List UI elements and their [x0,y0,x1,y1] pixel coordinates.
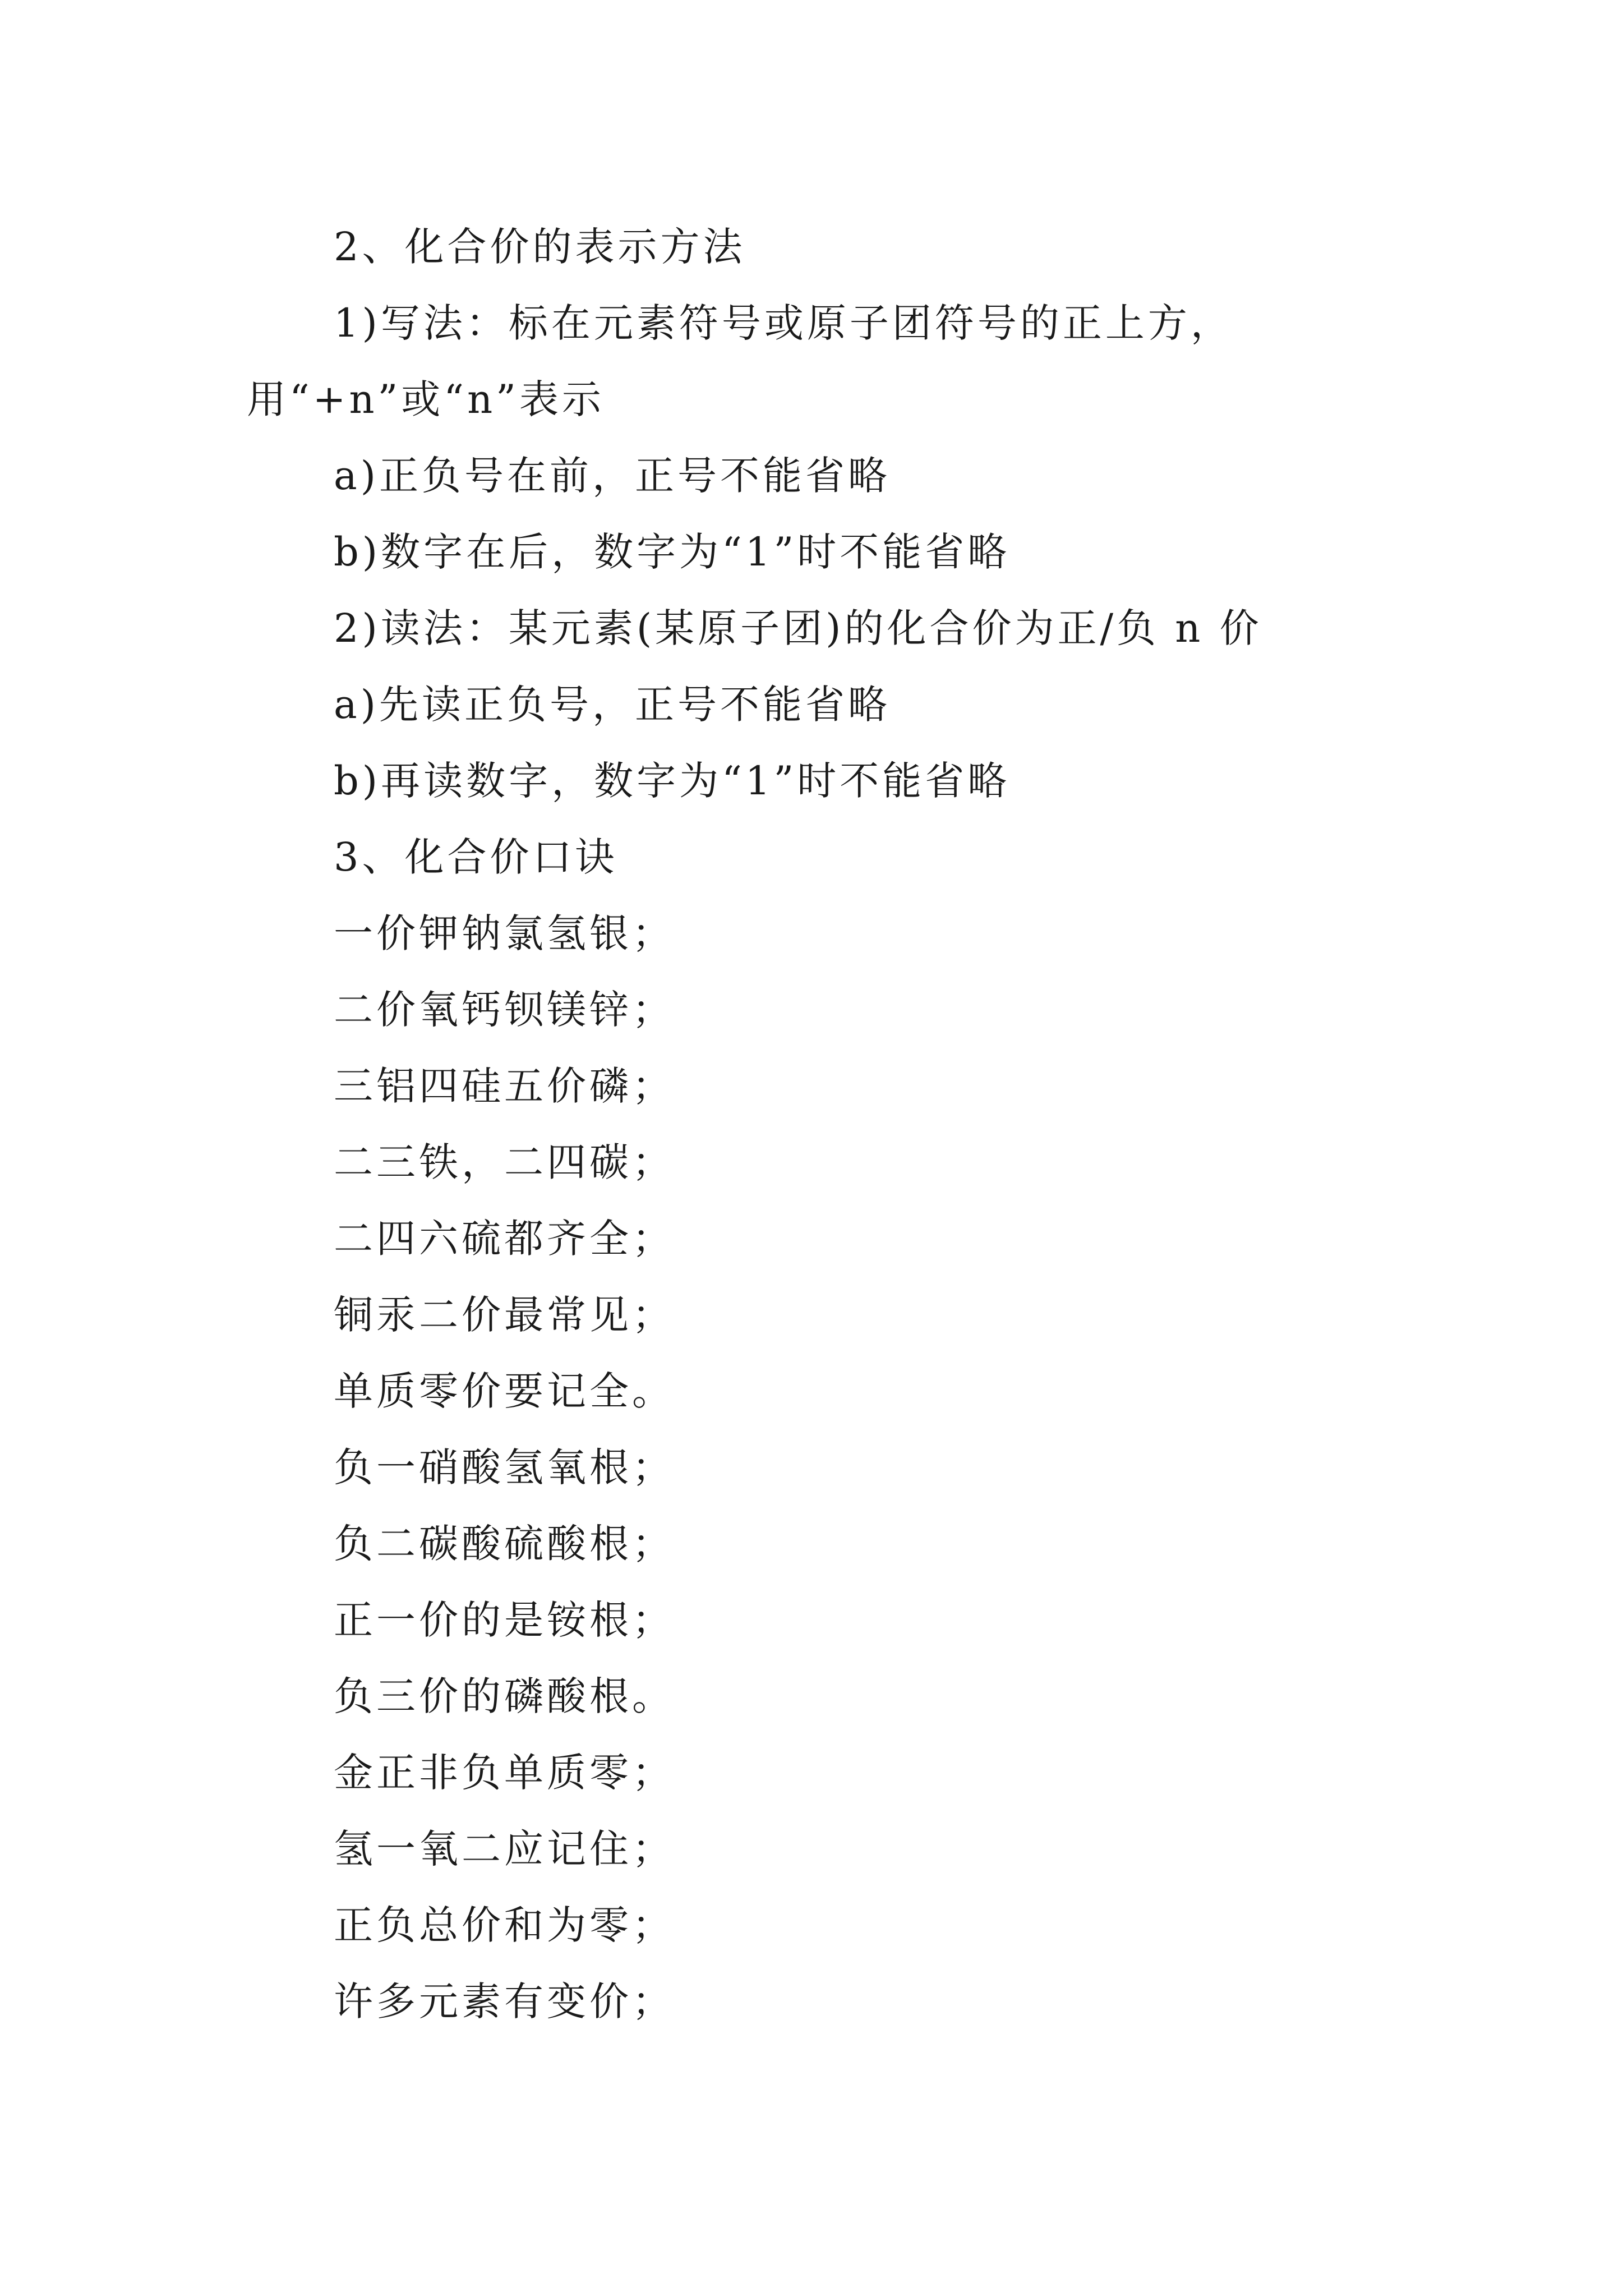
verse-line: 三铝四硅五价磷； [334,1063,675,1109]
verse-line: 正负总价和为零； [334,1902,675,1948]
verse-line: 氢一氧二应记住； [334,1826,675,1872]
paragraph-line: 1)写法：标在元素符号或原子团符号的正上方，用“+n”或“n”表示 [247,300,1233,422]
verse-line: 负一硝酸氢氧根； [334,1444,675,1490]
paragraph-line: a)正负号在前，正号不能省略 [334,453,891,499]
document-body [247,209,1402,2040]
paragraph-line: 2)读法：某元素(某原子团)的化合价为正/负 n 价 [334,605,1262,651]
verse-line: 一价钾钠氯氢银； [334,910,675,956]
section-heading: 2、化合价的表示方法 [334,224,746,270]
verse-line: 负三价的磷酸根。 [334,1673,675,1719]
verse-line: 金正非负单质零； [334,1750,675,1796]
verse-line: 单质零价要记全。 [334,1368,675,1414]
verse-line: 二价氧钙钡镁锌； [334,987,675,1033]
paragraph-line: b)再读数字，数字为“1”时不能省略 [334,758,1011,804]
verse-line: 二四六硫都齐全； [334,1216,675,1262]
verse-line: 负二碳酸硫酸根； [334,1521,675,1567]
verse-line: 正一价的是铵根； [334,1597,675,1643]
verse-line: 铜汞二价最常见； [334,1292,675,1338]
paragraph-line: b)数字在后，数字为“1”时不能省略 [334,529,1011,575]
paragraph-line: a)先读正负号，正号不能省略 [334,682,891,728]
verse-line: 二三铁，二四碳； [334,1139,675,1185]
section-heading: 3、化合价口诀 [334,834,618,880]
verse-line: 许多元素有变价； [334,1978,675,2024]
